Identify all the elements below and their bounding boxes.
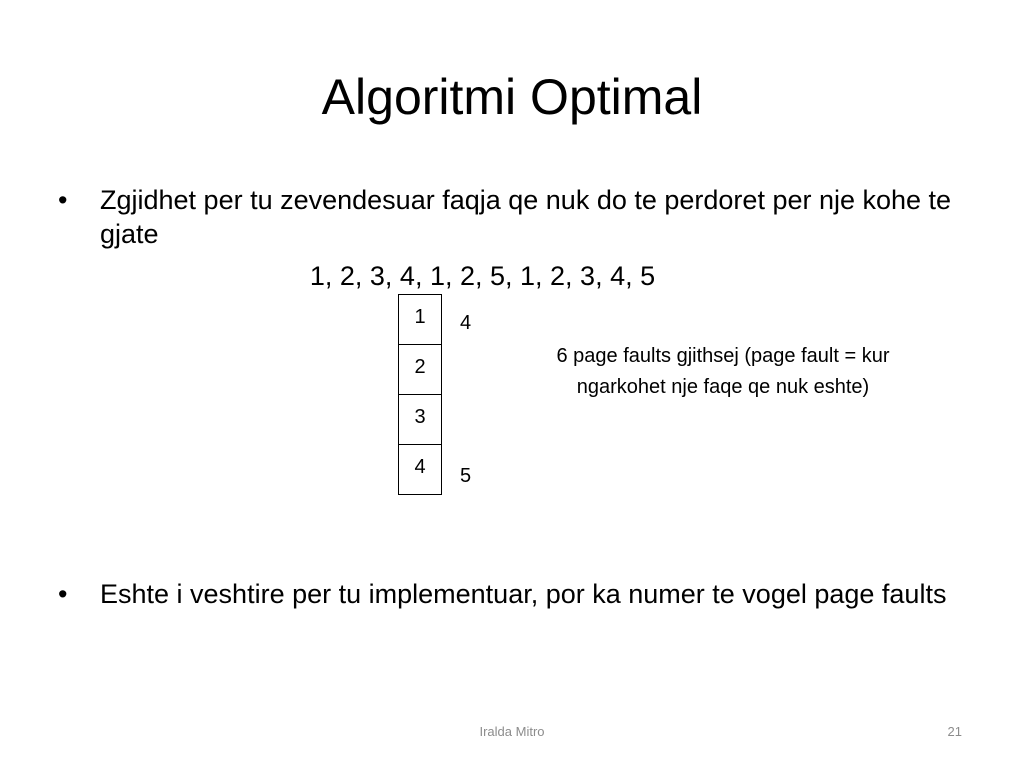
page-fault-note: 6 page faults gjithsej (page fault = kur ngarkohet nje faqe qe nuk eshte) [556, 345, 890, 398]
frame-table [398, 294, 442, 495]
footer-author: Iralda Mitro [479, 724, 545, 739]
bullet-item-1 [58, 183, 970, 251]
bullet-text: Eshte i veshtire per tu implementuar, por ka numer te vogel page faults [100, 579, 947, 609]
bullet-item-2 [58, 577, 970, 611]
slide-title: Algoritmi Optimal [321, 69, 703, 125]
reference-string: 1, 2, 3, 4, 1, 2, 5, 1, 2, 3, 4, 5 [309, 261, 656, 291]
bullet-marker: • [58, 579, 68, 609]
frame-cell: 4 [398, 444, 442, 495]
frame-note-top: 4 [460, 312, 472, 334]
bullet-marker: • [58, 185, 68, 215]
slide-number: 21 [947, 724, 962, 739]
frame-cell: 1 [398, 294, 442, 345]
bullet-text: Zgjidhet per tu zevendesuar faqja qe nuk do te perdoret per nje kohe te gjate [100, 185, 952, 249]
frame-cell: 3 [398, 394, 442, 445]
frame-cell: 2 [398, 344, 442, 395]
frame-note-bottom: 5 [460, 465, 472, 487]
